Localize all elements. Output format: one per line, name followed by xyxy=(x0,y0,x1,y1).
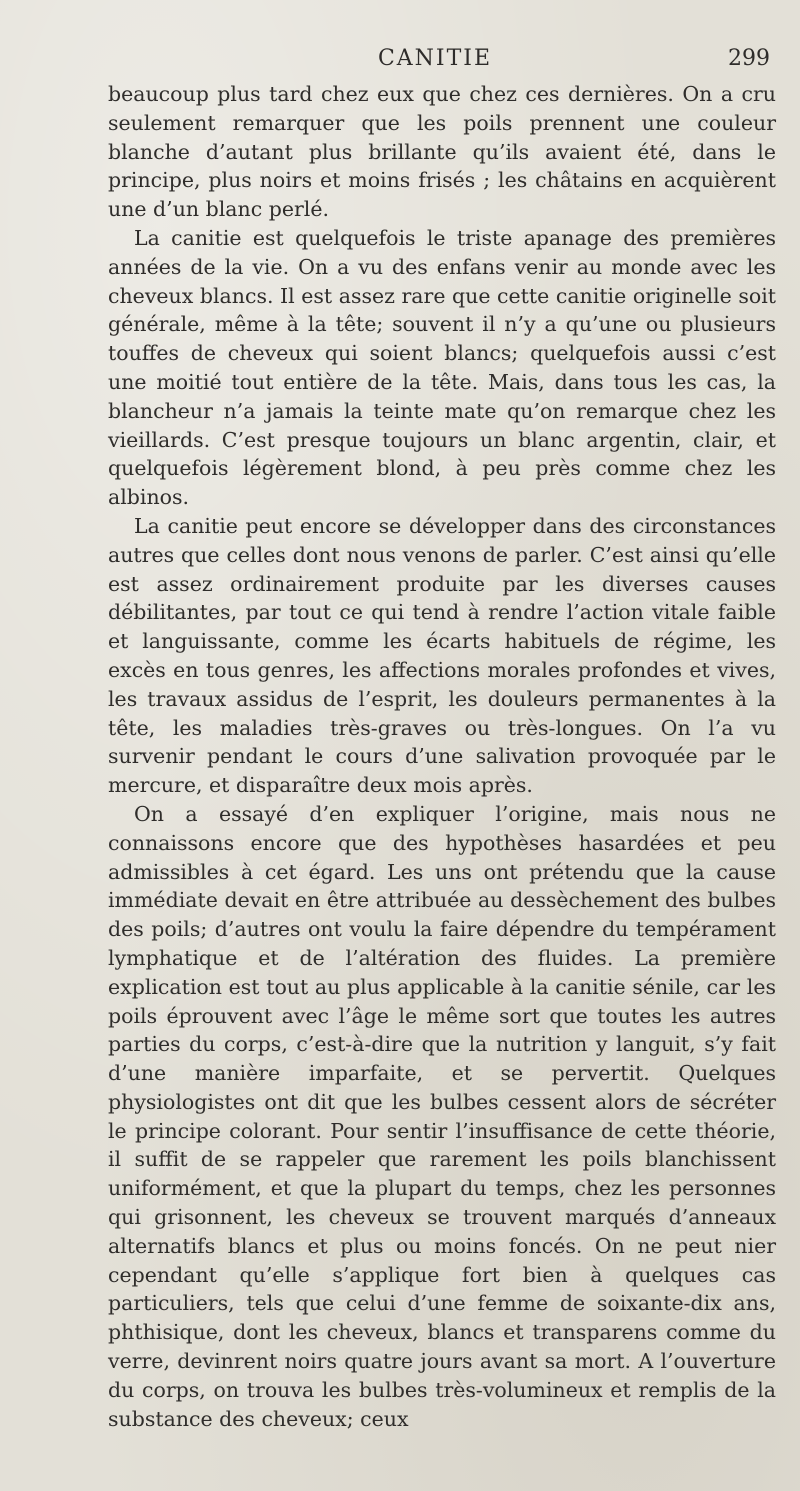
running-title: CANITIE xyxy=(377,46,493,71)
body-text xyxy=(108,80,776,1433)
page-number: 299 xyxy=(728,46,770,71)
paragraph: beaucoup plus tard chez eux que chez ces dernières. On a cru seulement remarquer que les poils prennent une couleur blanche d’autant plus brillante qu’ils avaient été, dans le principe, plus noirs et moins frisés ; les châtains en acquièrent une d’un blanc perlé. xyxy=(108,82,776,222)
paragraph: La canitie peut encore se développer dans des circonstances autres que celles dont nous venons de parler. C’est ainsi qu’elle est assez ordinairement produite par les diverses causes débilitantes, par tout ce qui tend à rendre l’action vitale faible et languissante, comme les écarts habituels de régime, les excès en tous genres, les affections morales profondes et vives, les travaux assidus de l’esprit, les douleurs permanentes à la tête, les maladies très-graves ou très-longues. On l’a vu survenir pendant le cours d’une salivation provoquée par le mercure, et disparaître deux mois après. xyxy=(108,513,776,798)
page-header xyxy=(100,46,770,82)
paragraph: La canitie est quelquefois le triste apanage des premières années de la vie. On a vu des enfans venir au monde avec les cheveux blancs. Il est assez rare que cette canitie originelle soit générale, même à la tête; souvent il n’y a qu’une ou plusieurs touffes de cheveux qui soient blancs; quelquefois aussi c’est une moitié tout entière de la tête. Mais, dans tous les cas, la blancheur n’a jamais la teinte mate qu’on remarque chez les vieillards. C’est presque toujours un blanc argentin, clair, et quelquefois légèrement blond, à peu près comme chez les albinos. xyxy=(108,225,776,510)
paragraph: On a essayé d’en expliquer l’origine, mais nous ne connaissons encore que des hypothèses hasardées et peu admissibles à cet égard. Les uns ont prétendu que la cause immédiate devait en être attribuée au dessèchement des bulbes des poils; d’autres ont voulu la faire dépendre du tempérament lymphatique et de l’altération des fluides. La première explication est tout au plus applicable à la canitie sénile, car les poils éprouvent avec l’âge le même sort que toutes les autres parties du corps, c’est-à-dire que la nutrition y languit, s’y fait d’une manière imparfaite, et se pervertit. Quelques physiologistes ont dit que les bulbes cessent alors de sécréter le principe colorant. Pour sentir l’insuffisance de cette théorie, il suffit de se rappeler que rarement les poils blanchissent uniformément, et que la plupart du temps, chez les personnes qui grisonnent, les cheveux se trouvent marqués d’anneaux alternatifs blancs et plus ou moins foncés. On ne peut nier cependant qu’elle s’applique fort bien à quelques cas particuliers, tels que celui d’une femme de soixante-dix ans, phthisique, dont les cheveux, blancs et transparens comme du verre, devinrent noirs quatre jours avant sa mort. A l’ouverture du corps, on trouva les bulbes très-volumineux et remplis de la substance des cheveux; ceux xyxy=(108,801,776,1431)
